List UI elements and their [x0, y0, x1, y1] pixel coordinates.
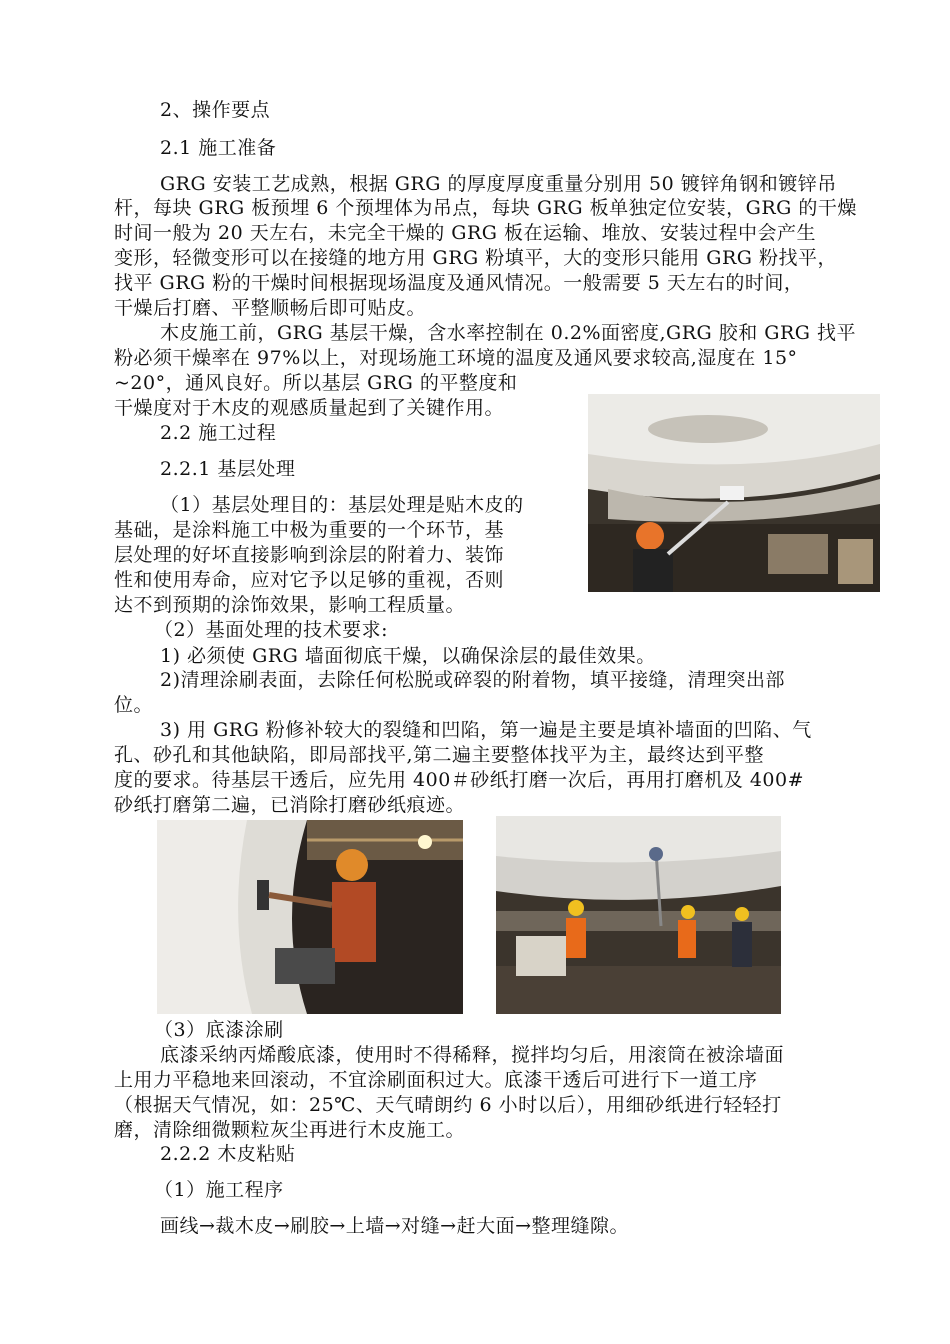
- paragraph-line: （根据天气情况，如：25℃、天气晴朗约 6 小时以后），用细砂纸进行轻轻打: [114, 1094, 782, 1116]
- heading-base-treatment: 2.2.1 基层处理: [160, 458, 296, 480]
- requirement-3-line: 度的要求。待基层干透后，应先用 400＃砂纸打磨一次后，再用打磨机及 400#: [114, 769, 805, 791]
- requirement-1: 1) 必须使 GRG 墙面彻底干燥，以确保涂层的最佳效果。: [160, 645, 656, 667]
- wall-plastering-photo: [157, 820, 463, 1014]
- paragraph-line: 时间一般为 20 天左右，未完全干燥的 GRG 板在运输、堆放、安装过程中会产生: [114, 222, 816, 244]
- heading-primer: （3）底漆涂刷: [154, 1019, 284, 1041]
- paragraph-line: 达不到预期的涂饰效果，影响工程质量。: [114, 594, 466, 616]
- heading-construction-program: （1）施工程序: [154, 1179, 284, 1201]
- requirement-2-line: 位。: [114, 694, 154, 716]
- requirement-3-line: 3) 用 GRG 粉修补较大的裂缝和凹陷，第一遍是主要是填补墙面的凹陷、气: [160, 719, 812, 741]
- heading-operation-points: 2、操作要点: [160, 99, 271, 121]
- paragraph-line: GRG 安装工艺成熟，根据 GRG 的厚度厚度重量分别用 50 镀锌角钢和镀锌吊: [160, 173, 837, 195]
- paragraph-line: 层处理的好坏直接影响到涂层的附着力、装饰: [114, 544, 505, 566]
- paragraph-line: 杆，每块 GRG 板预埋 6 个预埋体为吊点，每块 GRG 板单独定位安装，GRG 的干燥: [114, 197, 857, 219]
- paragraph-line: 底漆采纳丙烯酸底漆，使用时不得稀释，搅拌均匀后，用滚筒在被涂墙面: [160, 1044, 785, 1066]
- paragraph-line: 木皮施工前，GRG 基层干燥，含水率控制在 0.2%面密度,GRG 胶和 GRG 找平: [160, 322, 856, 344]
- paragraph-line: 干燥后打磨、平整顺畅后即可贴皮。: [114, 297, 427, 319]
- requirement-2-line: 2)清理涂刷表面，去除任何松脱或碎裂的附着物，填平接缝，清理突出部: [160, 669, 786, 691]
- paragraph-line: 基础，是涂料施工中极为重要的一个环节，基: [114, 519, 505, 541]
- paragraph-line: 变形，轻微变形可以在接缝的地方用 GRG 粉填平，大的变形只能用 GRG 粉找平，: [114, 247, 837, 269]
- paragraph-line: ~20°，通风良好。所以基层 GRG 的平整度和: [114, 372, 518, 394]
- paragraph-line: 找平 GRG 粉的干燥时间根据现场温度及通风情况。一般需要 5 天左右的时间，: [114, 272, 804, 294]
- heading-technical-requirements: （2）基面处理的技术要求:: [154, 619, 388, 641]
- heading-construction-prep: 2.1 施工准备: [160, 137, 277, 159]
- paragraph-line: （1）基层处理目的：基层处理是贴木皮的: [160, 494, 524, 516]
- workers-ceiling-photo: [496, 816, 781, 1014]
- heading-construction-process: 2.2 施工过程: [160, 422, 277, 444]
- ceiling-sanding-photo: [588, 394, 880, 592]
- paragraph-line: 磨，清除细微颗粒灰尘再进行木皮施工。: [114, 1119, 466, 1141]
- requirement-3-line: 孔、砂孔和其他缺陷，即局部找平,第二遍主要整体找平为主，最终达到平整: [114, 744, 765, 766]
- paragraph-line: 上用力平稳地来回滚动，不宜涂刷面积过大。底漆干透后可进行下一道工序: [114, 1069, 758, 1091]
- paragraph-line: 粉必须干燥率在 97%以上，对现场施工环境的温度及通风要求较高,湿度在 15°: [114, 347, 798, 369]
- requirement-3-line: 砂纸打磨第二遍，已消除打磨砂纸痕迹。: [114, 794, 466, 816]
- procedure-steps: 画线→裁木皮→刷胶→上墙→对缝→赶大面→整理缝隙。: [160, 1215, 630, 1237]
- heading-veneer-pasting: 2.2.2 木皮粘贴: [160, 1143, 296, 1165]
- paragraph-line: 性和使用寿命，应对它予以足够的重视，否则: [114, 569, 505, 591]
- paragraph-line: 干燥度对于木皮的观感质量起到了关键作用。: [114, 397, 505, 419]
